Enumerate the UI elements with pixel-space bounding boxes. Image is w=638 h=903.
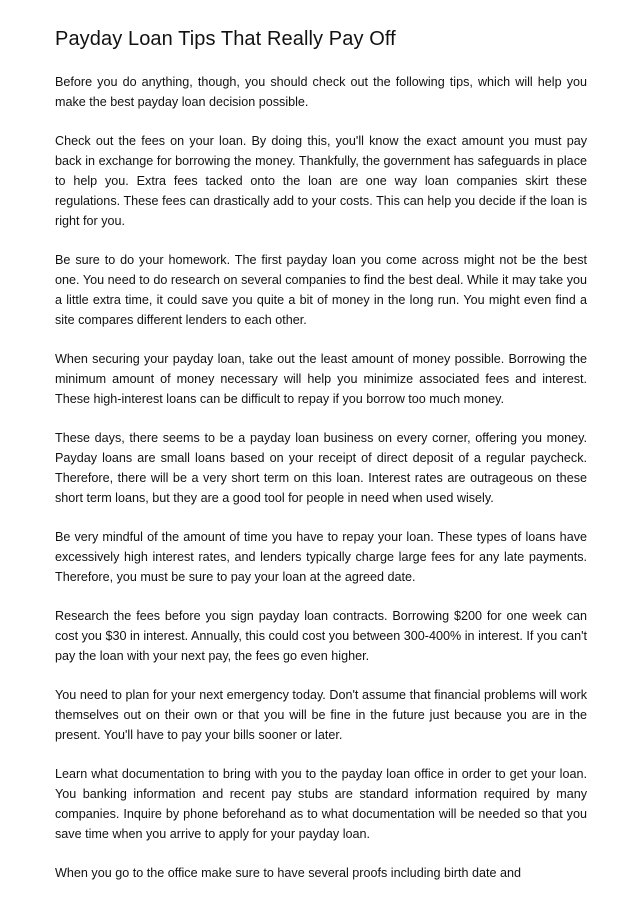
paragraph-emergency: You need to plan for your next emergency today. Don't assume that financial problems will work themselves out on their own or that you will be fine in the future just because you are in the present. You'll have to pay your bills sooner or later. (55, 688, 587, 742)
paragraph-repay-time: Be very mindful of the amount of time you have to repay your loan. These types of loans have excessively high interest rates, and lenders typically charge large fees for any late payments. Therefore, you must be sure to pay your loan at the agreed date. (55, 530, 587, 584)
document-title: Payday Loan Tips That Really Pay Off (55, 28, 396, 50)
paragraph-documentation: Learn what documentation to bring with you to the payday loan office in order to get your loan. You banking information and recent pay stubs are standard information required by many companies. Inquire by phone beforehand as to what documentation will be needed so that you save time when you arrive to apply for your payday loan. (55, 767, 587, 841)
paragraph-intro: Before you do anything, though, you should check out the following tips, which will help you make the best payday loan decision possible. (55, 75, 587, 109)
paragraph-homework: Be sure to do your homework. The first payday loan you come across might not be the best one. You need to do research on several companies to find the best deal. While it may take you a little extra time, it could save you quite a bit of money in the long run. You might even find a site compares different lenders to each other. (55, 253, 587, 327)
paragraph-these-days: These days, there seems to be a payday loan business on every corner, offering you money. Payday loans are small loans based on your receipt of direct deposit of a regular paycheck. Therefore, there will be a very short term on this loan. Interest rates are outrageous on these short term loans, but they are a good tool for people in need when used wisely. (55, 431, 587, 505)
paragraph-least-amount: When securing your payday loan, take out the least amount of money possible. Borrowing the minimum amount of money necessary will help you minimize associated fees and interest. These high-interest loans can be difficult to repay if you borrow too much money. (55, 352, 587, 406)
paragraph-research-fees: Research the fees before you sign payday loan contracts. Borrowing $200 for one week can cost you $30 in interest. Annually, this could cost you between 300-400% in interest. If you can't pay the loan with your next pay, the fees go even higher. (55, 609, 587, 663)
paragraph-office-proofs: When you go to the office make sure to have several proofs including birth date and (55, 866, 522, 880)
document-page (55, 26, 587, 902)
paragraph-fees: Check out the fees on your loan. By doing this, you'll know the exact amount you must pay back in exchange for borrowing the money. Thankfully, the government has safeguards in place to help you. Extra fees tacked onto the loan are one way loan companies skirt these regulations. These fees can drastically add to your costs. This can help you decide if the loan is right for you. (55, 134, 587, 228)
